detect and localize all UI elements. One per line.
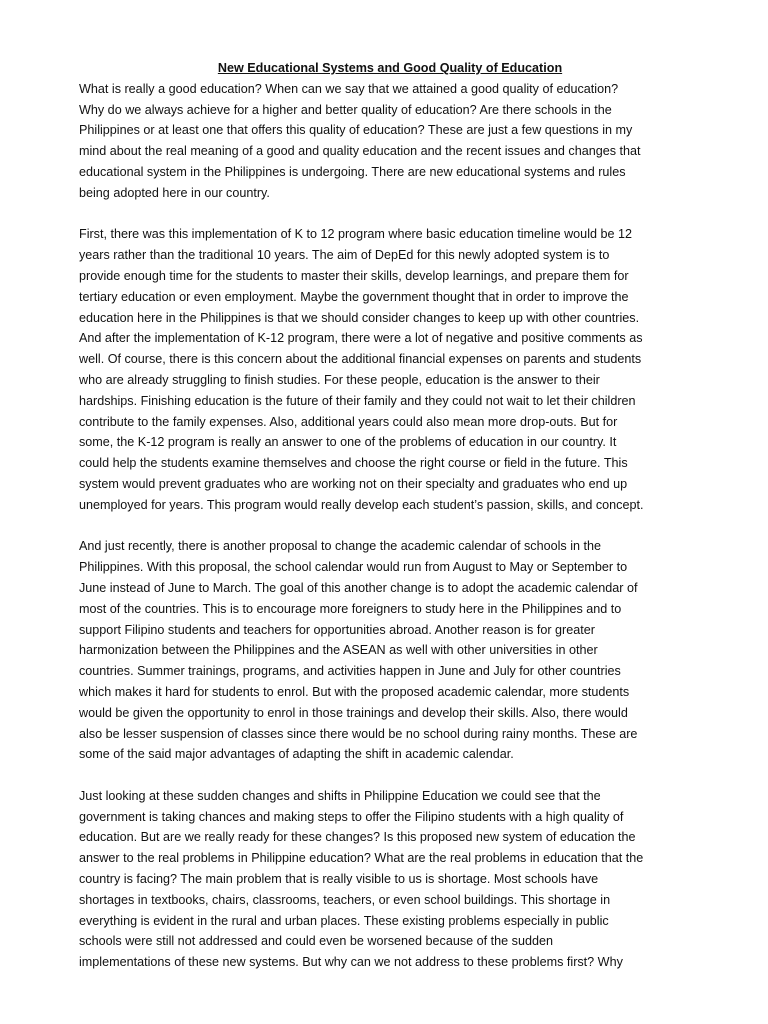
paragraph-line: Why do we always achieve for a higher and better quality of education? Are there schools in the [79,102,612,117]
document-title: New Educational Systems and Good Quality of Education [217,61,563,75]
paragraph-line: would be given the opportunity to enrol in those trainings and develop their skills. Also, there would [79,705,628,720]
paragraph-line: system would prevent graduates who are working not on their specialty and graduates who end up [79,476,628,491]
paragraph-line: educational system in the Philippines is undergoing. There are new educational systems and rules [79,164,626,179]
paragraph-line: unemployed for years. This program would really develop each student’s passion, skills, and concept. [79,497,644,512]
paragraph-line: everything is evident in the rural and urban places. These existing problems especially in public [79,913,609,928]
paragraph-line: implementations of these new systems. But why can we not address to these problems first? Why [79,955,623,970]
paragraph-4 [79,786,701,973]
document-body [79,58,701,994]
paragraph-1 [79,79,701,204]
paragraph-line: tertiary education or even employment. Maybe the government thought that in order to improve the [79,289,629,304]
paragraph-line: Philippines. With this proposal, the school calendar would run from August to May or September to [79,560,628,575]
paragraph-line: most of the countries. This is to encourage more foreigners to study here in the Philippines and to [79,601,622,616]
paragraph-line: which makes it hard for students to enrol. But with the proposed academic calendar, more students [79,684,630,699]
paragraph-line: provide enough time for the students to master their skills, develop learnings, and prepare them for [79,268,629,283]
paragraph-line: June instead of June to March. The goal of this another change is to adopt the academic calendar of [79,580,638,595]
paragraph-line: some, the K-12 program is really an answer to one of the problems of education in our country. It [79,435,617,450]
paragraph-line: could help the students examine themselves and choose the right course or field in the future. This [79,456,628,471]
paragraph-line: hardships. Finishing education is the future of their family and they could not wait to let their children [79,393,636,408]
paragraph-line: country is facing? The main problem that is really visible to us is shortage. Most schools have [79,872,599,887]
paragraph-line: support Filipino students and teachers for opportunities abroad. Another reason is for greater [79,622,595,637]
paragraph-line: And after the implementation of K-12 program, there were a lot of negative and positive comments as [79,331,643,346]
paragraph-line: And just recently, there is another proposal to change the academic calendar of schools in the [79,539,602,554]
paragraph-2 [79,224,701,515]
paragraph-line: education. But are we really ready for these changes? Is this proposed new system of education the [79,830,636,845]
paragraph-line: also be lesser suspension of classes since there would be no school during rainy months. These are [79,726,638,741]
paragraph-line: Just looking at these sudden changes and shifts in Philippine Education we could see that the [79,788,601,803]
paragraph-line: well. Of course, there is this concern about the additional financial expenses on parents and students [79,352,642,367]
paragraph-line: being adopted here in our country. [79,185,270,200]
paragraph-line: harmonization between the Philippines and the ASEAN as well with other universities in other [79,643,598,658]
paragraph-line: contribute to the family expenses. Also, additional years could also mean more drop-outs. But for [79,414,618,429]
paragraph-line: government is taking chances and making steps to offer the Filipino students with a high quality of [79,809,624,824]
paragraph-line: First, there was this implementation of K to 12 program where basic education timeline would be 12 [79,227,633,242]
paragraph-line: mind about the real meaning of a good and quality education and the recent issues and changes that [79,144,641,159]
paragraph-line: What is really a good education? When can we say that we attained a good quality of education? [79,81,619,96]
paragraph-line: education here in the Philippines is that we should consider changes to keep up with other countries. [79,310,640,325]
paragraph-line: some of the said major advantages of adapting the shift in academic calendar. [79,747,514,762]
paragraph-line: schools were still not addressed and could even be worsened because of the sudden [79,934,553,949]
paragraph-3 [79,536,701,765]
paragraph-line: Philippines or at least one that offers this quality of education? These are just a few questions in my [79,123,633,138]
paragraph-line: shortages in textbooks, chairs, classrooms, teachers, or even school buildings. This shortage in [79,892,611,907]
paragraph-line: answer to the real problems in Philippine education? What are the real problems in education that the [79,851,644,866]
paragraph-line: countries. Summer trainings, programs, and activities happen in June and July for other countries [79,664,621,679]
paragraph-line: who are already struggling to finish studies. For these people, education is the answer to their [79,372,600,387]
paragraph-line: years rather than the traditional 10 years. The aim of DepEd for this newly adopted system is to [79,248,610,263]
